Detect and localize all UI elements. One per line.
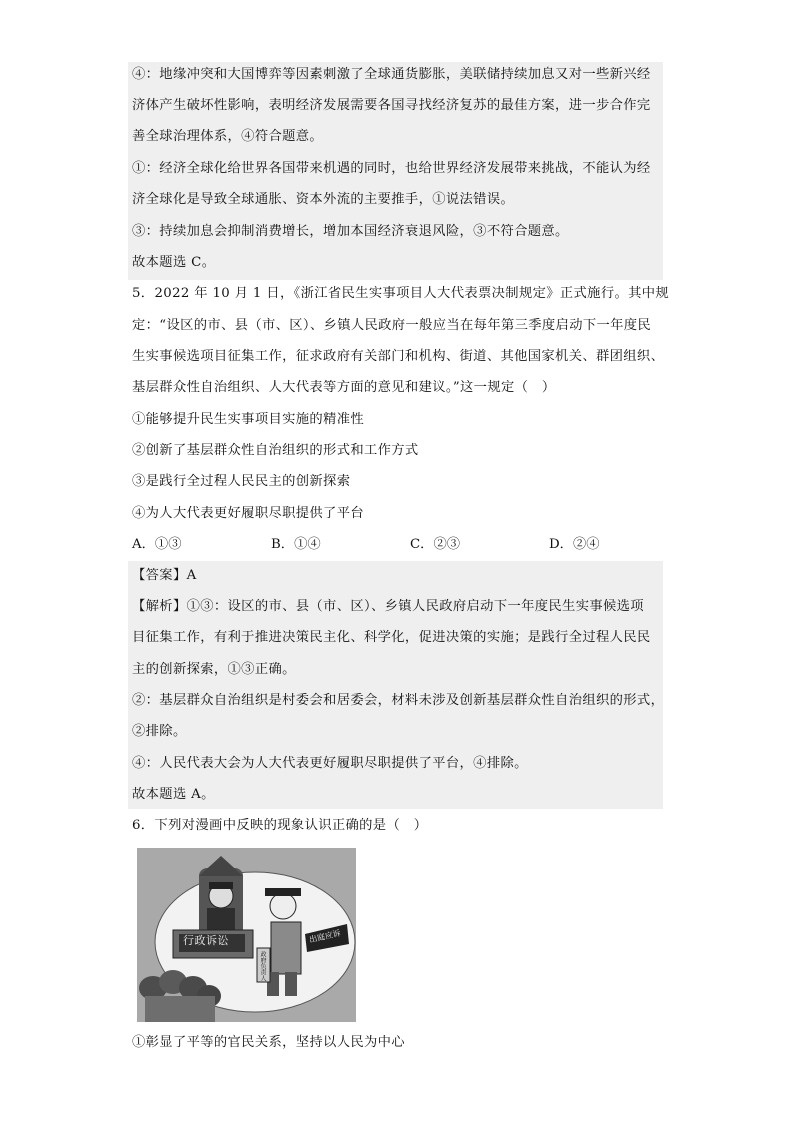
q5-option-c: C．②③ [410, 537, 461, 552]
cartoon-badge-text: 政府负责人 [259, 951, 266, 981]
q5-analysis-line: 主的创新探索，①③正确。 [132, 662, 296, 677]
q5-stem-line: 5．2022 年 10 月 1 日，《浙江省民生实事项目人大代表票决制规定》正式施行。其中规 [132, 286, 670, 301]
q5-analysis-line: ④：人民代表大会为人大代表更好履职尽职提供了平台，④排除。 [132, 756, 528, 771]
q4-analysis-line: ③：持续加息会抑制消费增长，增加本国经济衰退风险，③不符合题意。 [132, 224, 569, 239]
q4-analysis-line: 济全球化是导致全球通胀、资本外流的主要推手，①说法错误。 [132, 192, 515, 207]
cartoon-sign-text: 行政诉讼 [183, 934, 229, 947]
q5-answer: 【答案】A [132, 568, 197, 583]
q5-analysis-line: 【解析】①③：设区的市、县（市、区）、乡镇人民政府启动下一年度民生实事候选项 [132, 599, 644, 614]
q5-option-b: B．①④ [271, 537, 321, 552]
cartoon-placard-text: 出庭应诉 [308, 928, 342, 945]
q4-analysis-line: ④：地缘冲突和大国博弈等因素刺激了全球通货膨胀，美联储持续加息又对一些新兴经 [132, 67, 651, 82]
q5-stem-line: 定：“设区的市、县（市、区）、乡镇人民政府一般应当在每年第三季度启动下一年度民 [132, 318, 652, 333]
q6-stem: 6．下列对漫画中反映的现象认识正确的是（ ） [132, 818, 428, 833]
q5-analysis-line: 目征集工作，有利于推进决策民主化、科学化，促进决策的实施；是践行全过程人民民 [132, 630, 651, 645]
q5-analysis-line: ②排除。 [132, 724, 187, 739]
q5-stem-line: 基层群众性自治组织、人大代表等方面的意见和建议。”这一规定（ ） [132, 380, 556, 395]
q5-option-a: A．①③ [132, 537, 182, 552]
q4-analysis-line: ①：经济全球化给世界各国带来机遇的同时，也给世界经济发展带来挑战，不能认为经 [132, 161, 651, 176]
q4-analysis-line: 济体产生破坏性影响，表明经济发展需要各国寻找经济复苏的最佳方案，进一步合作完 [132, 98, 651, 113]
q5-statement: ③是践行全过程人民民主的创新探索 [132, 474, 351, 489]
q4-analysis-line: 善全球治理体系，④符合题意。 [132, 129, 324, 144]
q5-conclusion: 故本题选 A。 [132, 787, 215, 802]
q6-statement: ①彰显了平等的官民关系，坚持以人民为中心 [132, 1035, 405, 1050]
q5-statement: ②创新了基层群众性自治组织的形式和工作方式 [132, 443, 419, 458]
q5-stem-line: 生实事候选项目征集工作，征求政府有关部门和机构、街道、其他国家机关、群团组织、 [132, 349, 665, 364]
q5-statement: ④为人大代表更好履职尽职提供了平台 [132, 506, 364, 521]
q5-analysis-line: ②：基层群众自治组织是村委会和居委会，材料未涉及创新基层群众性自治组织的形式， [132, 693, 665, 708]
q5-statement: ①能够提升民生实事项目实施的精准性 [132, 412, 364, 427]
q4-conclusion: 故本题选 C。 [132, 255, 216, 270]
q5-option-d: D．②④ [549, 537, 600, 552]
